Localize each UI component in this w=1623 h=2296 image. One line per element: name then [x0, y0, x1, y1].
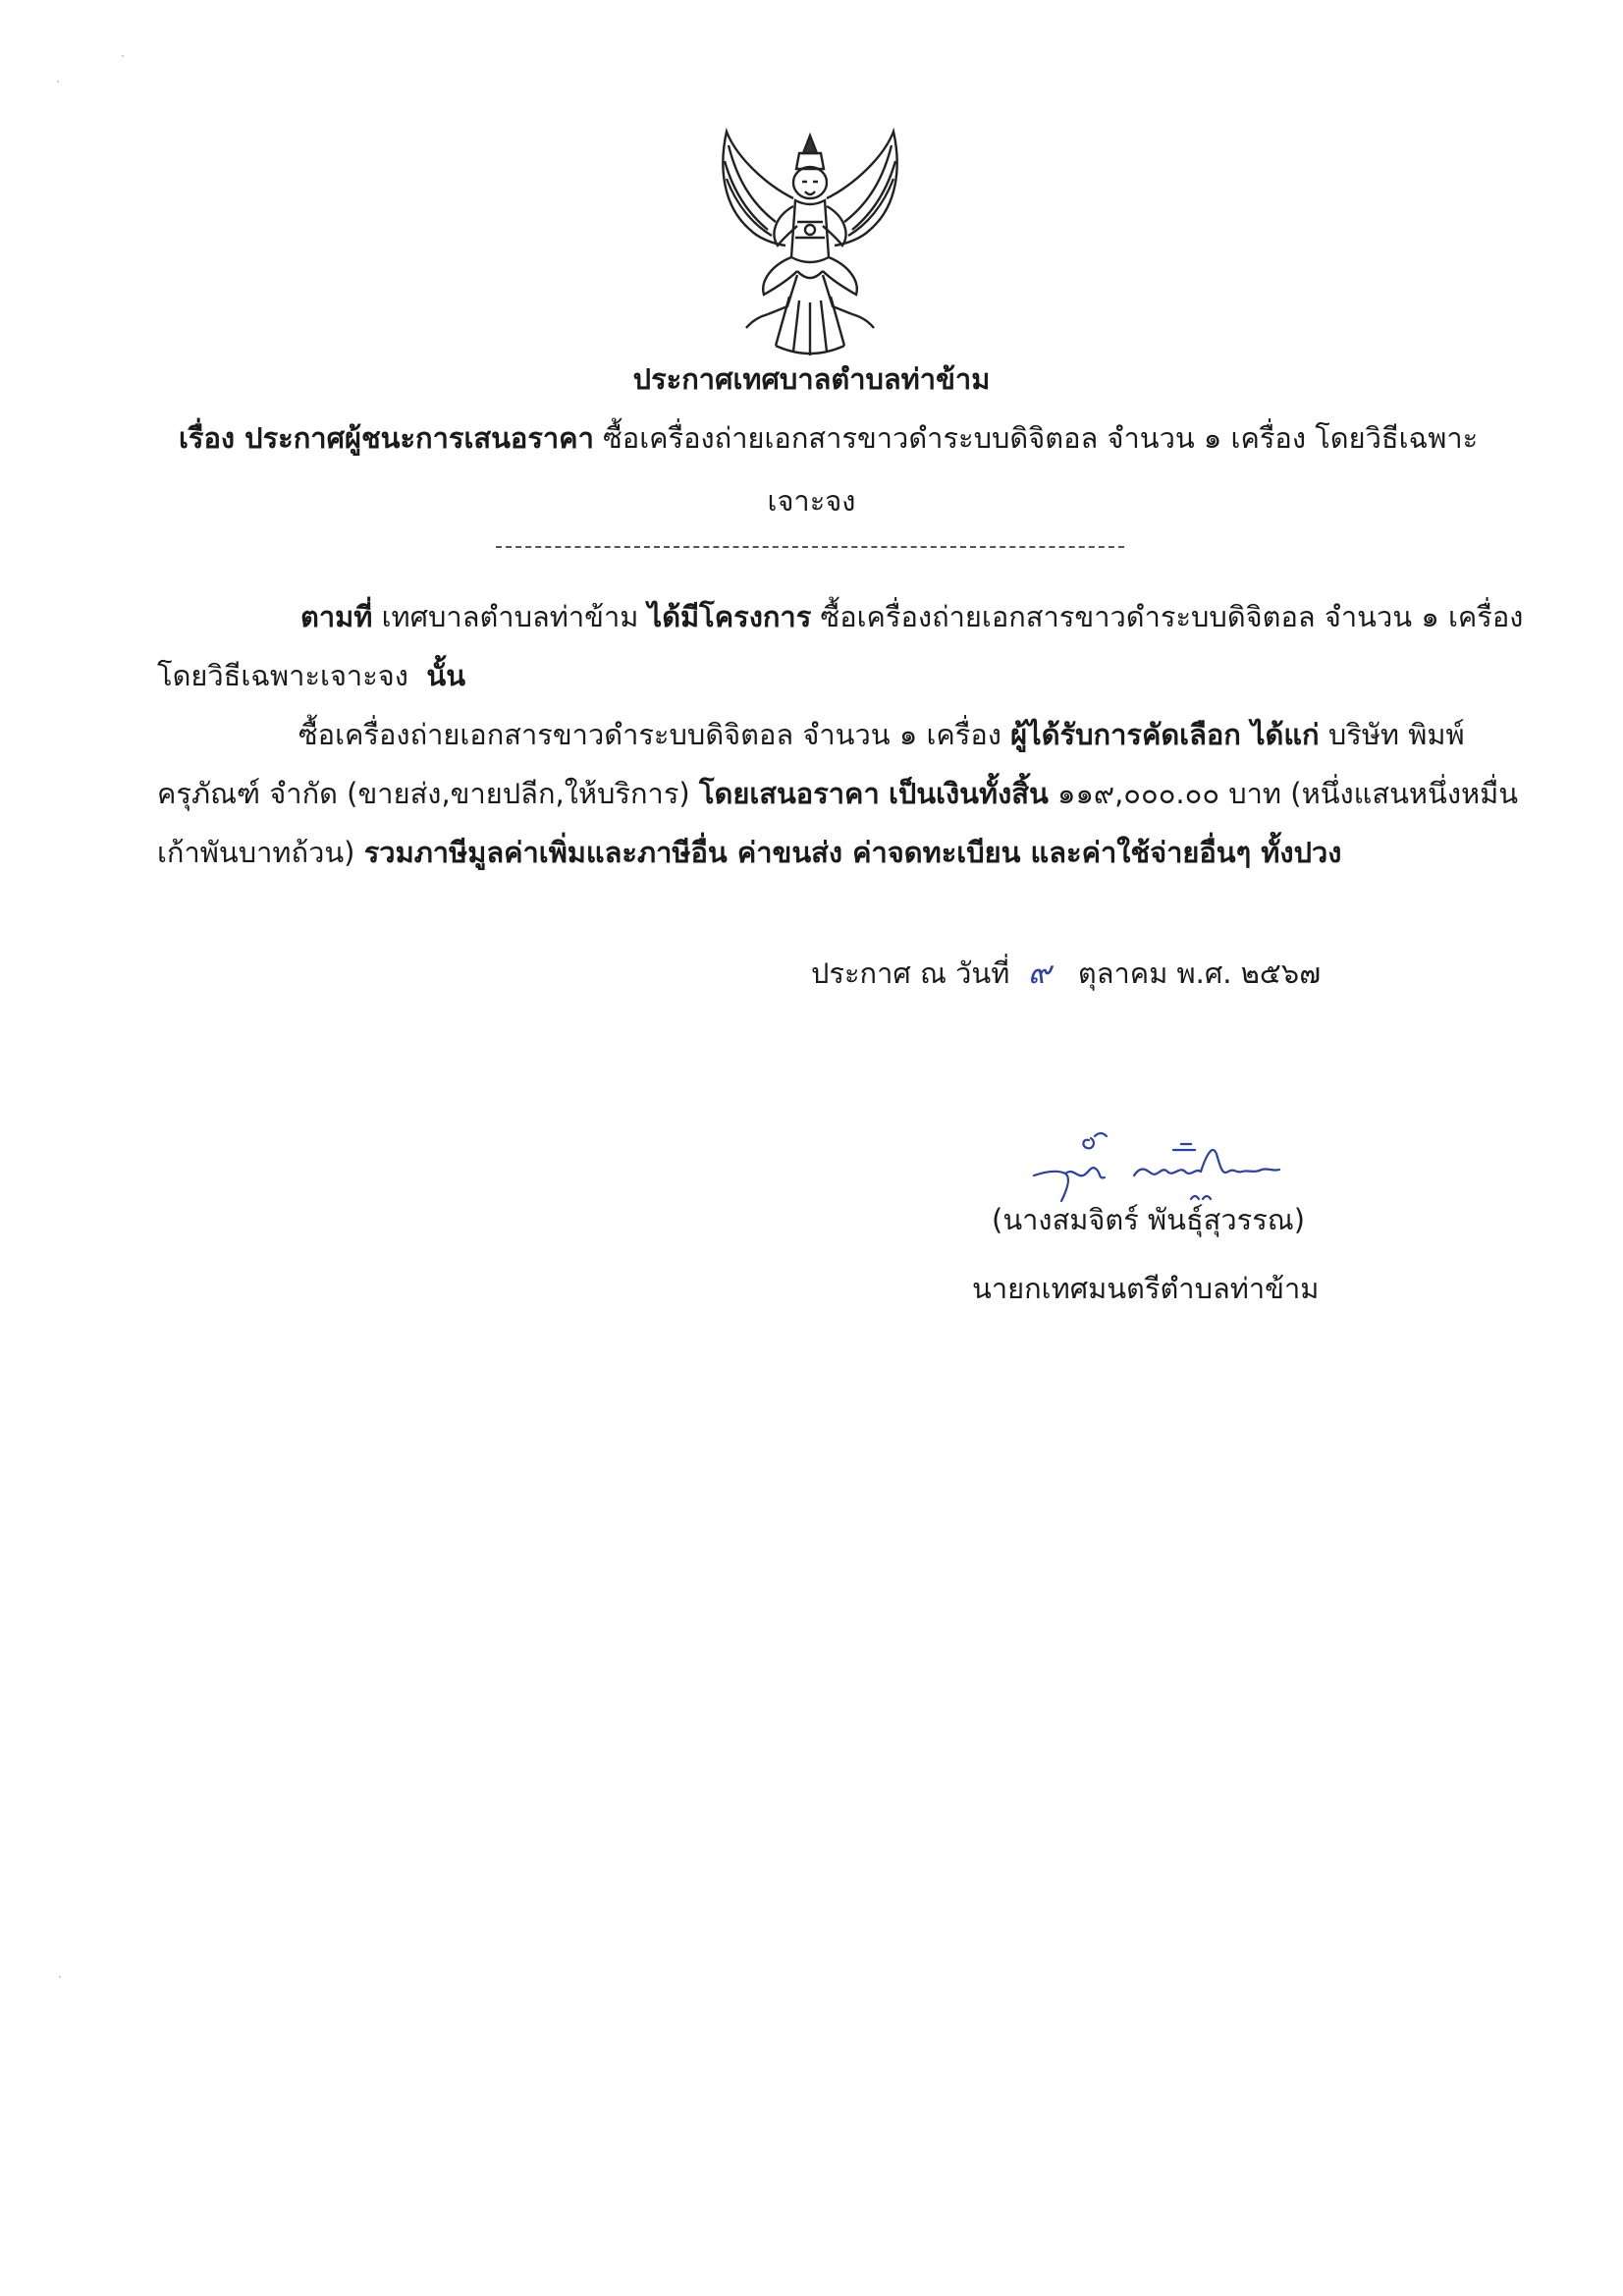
- scan-speck: [59, 1976, 61, 1978]
- announcement-date: [811, 953, 1321, 993]
- text-segment: นั้น: [426, 659, 466, 692]
- text-segment: โดยวิธีเฉพาะเจาะจง: [157, 659, 408, 692]
- text-segment: ซื้อเครื่องถ่ายเอกสารขาวดำระบบดิจิตอล จำนวน ๑ เครื่อง: [820, 600, 1524, 633]
- paragraph-2-line-2: [157, 774, 1518, 813]
- text-segment: รวมภาษีมูลค่าเพิ่มและภาษีอื่น ค่าขนส่ง ค่าจดทะเบียน และค่าใช้จ่ายอื่นๆ ทั้งปวง: [363, 836, 1342, 869]
- subject-line: [179, 418, 1478, 458]
- text-segment: ครุภัณฑ์ จำกัด (ขายส่ง,ขายปลีก,ให้บริการ): [157, 777, 690, 810]
- subject-label: เรื่อง ประกาศผู้ชนะการเสนอราคา: [179, 421, 594, 455]
- text-segment: ซื้อเครื่องถ่ายเอกสารขาวดำระบบดิจิตอล จำนวน ๑ เครื่อง: [298, 718, 1001, 751]
- text-segment: ได้มีโครงการ: [647, 600, 812, 633]
- text-segment: ผู้ได้รับการคัดเลือก ได้แก่: [1010, 718, 1320, 751]
- handwritten-signature: [1026, 1115, 1286, 1208]
- subject-text: ซื้อเครื่องถ่ายเอกสารขาวดำระบบดิจิตอล จำนวน ๑ เครื่อง โดยวิธีเฉพาะ: [603, 421, 1479, 455]
- paragraph-1-line-1: [300, 597, 1523, 636]
- paragraph-1-line-2: [157, 656, 465, 695]
- date-month-year: ตุลาคม พ.ศ. ๒๕๖๗: [1077, 957, 1322, 990]
- document-title: ประกาศเทศบาลตำบลท่าข้าม: [632, 362, 991, 396]
- subject-continuation: เจาะจง: [767, 484, 856, 518]
- text-segment: ตามที่: [300, 600, 373, 633]
- date-prefix: ประกาศ ณ วันที่: [811, 957, 1010, 990]
- scan-speck: [122, 55, 124, 57]
- text-segment: เทศบาลตำบลท่าข้าม: [381, 600, 639, 633]
- text-segment: บริษัท พิมพ์: [1327, 718, 1465, 751]
- text-segment: เป็นเงินทั้งสิ้น: [888, 777, 1049, 810]
- separator-line: [496, 546, 1124, 548]
- text-segment: โดยเสนอราคา: [698, 777, 880, 810]
- text-segment: ๑๑๙,๐๐๐.๐๐ บาท (หนึ่งแสนหนึ่งหมื่น: [1057, 777, 1519, 810]
- text-segment: เก้าพันบาทถ้วน): [157, 836, 355, 869]
- paragraph-2-line-1: [298, 715, 1465, 754]
- signatory-name: (นางสมจิตร์ พันธุ์สุวรรณ): [992, 1203, 1306, 1236]
- scan-speck: [57, 81, 59, 82]
- date-day-handwritten: ๙: [1027, 954, 1052, 991]
- paragraph-2-line-3: [157, 833, 1341, 872]
- garuda-emblem: [707, 128, 913, 358]
- signatory-position: นายกเทศมนตรีตำบลท่าข้าม: [972, 1272, 1320, 1305]
